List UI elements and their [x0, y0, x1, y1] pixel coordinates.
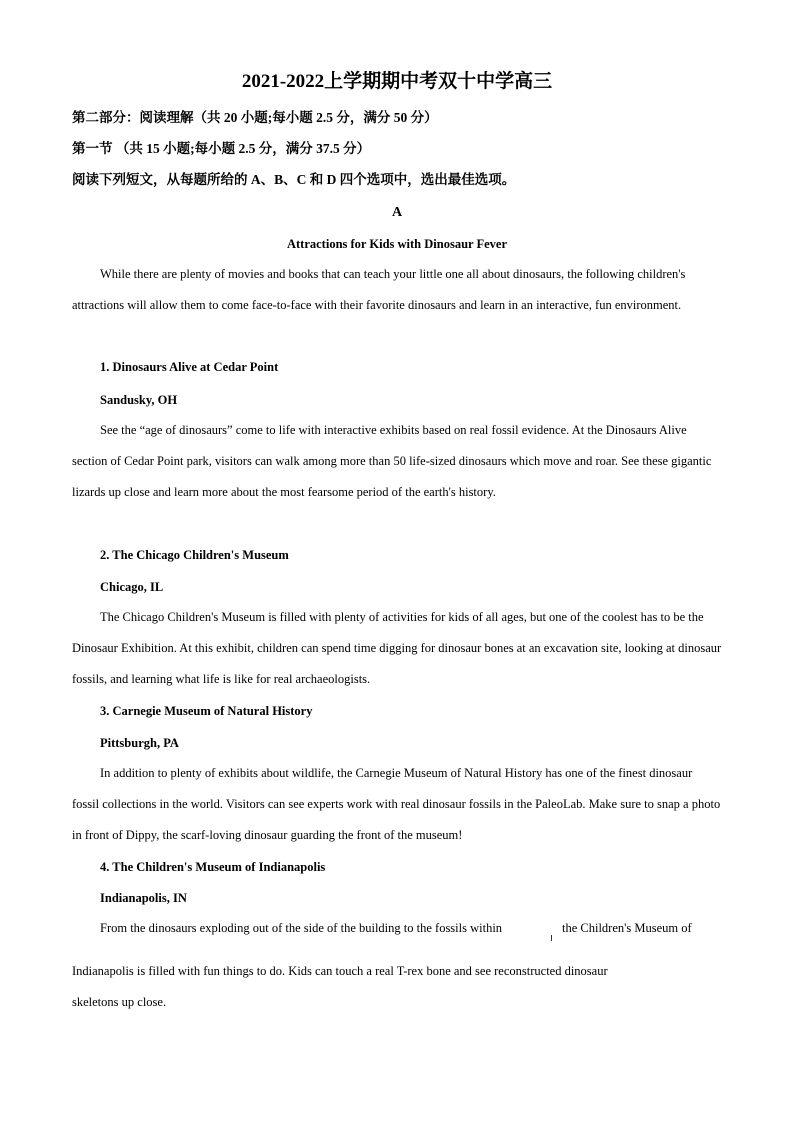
attraction-1-text: See the “age of dinosaurs” come to life with interactive exhibits based on real fossil evidence. At the Dinosaurs Alive section of Cedar Point park, visitors can walk among more than 50 life-sized dinosaurs which move and roar. See these gigantic lizards up close and learn more about the most fearsome period of the earth's history.: [72, 423, 712, 499]
attraction-2-location: Chicago, IL: [100, 580, 164, 594]
section-heading: 第一节 （共 15 小题;每小题 2.5 分，满分 37.5 分）: [72, 141, 371, 156]
attraction-4-text-line-2: Indianapolis is filled with fun things to do. Kids can touch a real T-rex bone and see reconstructed dinosaur: [72, 964, 608, 978]
part-heading: 第二部分：阅读理解（共 20 小题;每小题 2.5 分，满分 50 分）: [72, 110, 438, 125]
stray-mark: [551, 935, 552, 941]
passage-intro: While there are plenty of movies and books that can teach your little one all about dinosaurs, the following children's attractions will allow them to come face-to-face with their favorite dinosaurs and learn in an interactive, fun environment.: [72, 267, 686, 312]
attraction-4-location: Indianapolis, IN: [100, 891, 187, 905]
attraction-2-text: The Chicago Children's Museum is filled with plenty of activities for kids of all ages, but one of the coolest has to be the Dinosaur Exhibition. At this exhibit, children can spend time digging for dinosaur bones at an excavation site, looking at dinosaur fossils, and learning what life is like for real archaeologists.: [72, 610, 722, 686]
attraction-1-heading: 1. Dinosaurs Alive at Cedar Point: [100, 360, 279, 374]
attraction-4-text-line-1-end: the Children's Museum of: [562, 921, 692, 935]
attraction-4-text-line-3: skeletons up close.: [72, 995, 167, 1009]
instruction-text: 阅读下列短文，从每题所给的 A、B、C 和 D 四个选项中，选出最佳选项。: [72, 172, 516, 187]
attraction-2-heading: 2. The Chicago Children's Museum: [100, 548, 289, 562]
attraction-3-text: In addition to plenty of exhibits about wildlife, the Carnegie Museum of Natural History has one of the finest dinosaur fossil collections in the world. Visitors can see experts work with real dinosaur fossils in the PaleoLab. Make sure to snap a photo in front of Dippy, the scarf-loving dinosaur guarding the front of the museum!: [72, 766, 721, 842]
page-title: 2021-2022上学期期中考双十中学高三: [241, 71, 553, 92]
attraction-1-location: Sandusky, OH: [100, 393, 178, 407]
attraction-3-heading: 3. Carnegie Museum of Natural History: [100, 704, 313, 718]
passage-letter: A: [391, 205, 403, 220]
attraction-4-text-line-1: From the dinosaurs exploding out of the side of the building to the fossils within: [100, 921, 503, 935]
attraction-3-location: Pittsburgh, PA: [100, 736, 179, 750]
attraction-4-heading: 4. The Children's Museum of Indianapolis: [100, 860, 326, 874]
passage-title: Attractions for Kids with Dinosaur Fever: [286, 237, 507, 251]
